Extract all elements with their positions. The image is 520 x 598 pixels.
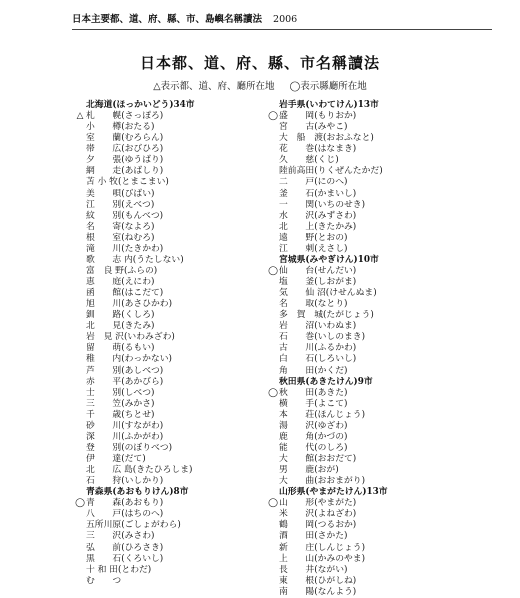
city-entry bbox=[263, 288, 459, 299]
city-entry bbox=[70, 565, 266, 576]
city-entry bbox=[263, 277, 459, 288]
city-entry bbox=[263, 321, 459, 332]
city-name: 名 取(なとり) bbox=[279, 299, 348, 310]
city-entry bbox=[263, 509, 459, 520]
city-name: 釜 石(かまいし) bbox=[279, 188, 357, 199]
city-name: 伊 達(だて) bbox=[86, 454, 146, 464]
city-name: 稚 内(わっかない) bbox=[86, 354, 172, 365]
city-name: 花 巻(はなまき) bbox=[279, 144, 357, 155]
city-entry bbox=[263, 531, 459, 542]
city-name: 五所川原(ごしょがわら) bbox=[86, 520, 181, 531]
city-name: 角 田(かくだ) bbox=[279, 365, 348, 376]
city-entry bbox=[70, 432, 266, 443]
document-title: 日本都、道、府、縣、市名稱讀法 bbox=[139, 54, 380, 72]
capital-city-mark: ◯ bbox=[268, 387, 278, 398]
city-entry bbox=[70, 255, 266, 266]
prefecture-heading-text: 秋田県(あきたけん)9市 bbox=[279, 376, 373, 387]
city-name: 横 手(よこて) bbox=[279, 398, 348, 409]
city-name: 北 見(きたみ) bbox=[86, 321, 155, 332]
city-name: 本 荘(ほんじょう) bbox=[279, 409, 366, 420]
city-name: 名 寄(なよろ) bbox=[86, 221, 155, 232]
city-name: 遠 野(とおの) bbox=[279, 232, 348, 243]
city-name: 赤 平(あかびら) bbox=[86, 376, 164, 387]
city-entry bbox=[70, 399, 266, 410]
city-name: 苫 小 牧(とまこまい) bbox=[86, 177, 169, 188]
city-entry bbox=[70, 222, 266, 233]
city-name: 滝 川(たきかわ) bbox=[86, 243, 164, 254]
city-name: 長 井(ながい) bbox=[279, 564, 348, 575]
city-name: 札 幌(さっぽろ) bbox=[86, 111, 164, 122]
city-entry bbox=[263, 476, 459, 487]
city-entry bbox=[263, 399, 459, 410]
city-name: 根 室(ねむろ) bbox=[86, 232, 155, 243]
city-name: 紋 別(もんべつ) bbox=[86, 210, 164, 221]
capital-city-mark: ◯ bbox=[268, 498, 278, 509]
capital-pref-mark: △ bbox=[76, 111, 84, 122]
city-name: 大 館(おおだて) bbox=[279, 454, 357, 464]
city-entry bbox=[263, 343, 459, 354]
prefecture-heading-text: 山形県(やまがたけん)13市 bbox=[279, 487, 388, 498]
city-entry bbox=[263, 388, 459, 399]
city-entry bbox=[70, 233, 266, 244]
city-name: 男 鹿(おが) bbox=[279, 465, 339, 476]
city-entry bbox=[263, 565, 459, 576]
city-name: 多 賀 城(たがじょう) bbox=[279, 310, 374, 321]
city-name: 秋 田(あきた) bbox=[279, 387, 348, 398]
city-name: 砂 川(すながわ) bbox=[86, 420, 164, 431]
city-entry bbox=[263, 554, 459, 565]
city-entry bbox=[70, 166, 266, 177]
city-name: 釧 路(くしろ) bbox=[86, 310, 155, 321]
city-name: 塩 釜(しおがま) bbox=[279, 277, 357, 287]
running-header-title: 日本主要都、道、府、縣、市、島嶼名稱讀法 bbox=[72, 14, 263, 25]
prefecture-heading-text: 青森県(あおもりけん)8市 bbox=[86, 487, 189, 498]
city-name: 大 船 渡(おおふなと) bbox=[279, 133, 374, 144]
capital-city-mark: ◯ bbox=[268, 265, 278, 276]
city-entry bbox=[263, 177, 459, 188]
city-name: 夕 張(ゆうばり) bbox=[86, 155, 164, 166]
city-entry bbox=[70, 244, 266, 255]
left-column bbox=[70, 100, 266, 587]
city-name: 富 良 野(ふらの) bbox=[86, 265, 158, 276]
prefecture-heading bbox=[263, 487, 459, 498]
capital-city-mark: ◯ bbox=[75, 498, 85, 509]
city-name: 留 萌(るもい) bbox=[86, 343, 155, 354]
prefecture-heading bbox=[70, 100, 266, 111]
city-name: 士 別(しべつ) bbox=[86, 387, 155, 398]
city-entry bbox=[70, 332, 266, 343]
city-entry bbox=[263, 166, 459, 177]
city-name: 東 根(ひがしね) bbox=[279, 575, 357, 586]
city-entry bbox=[263, 432, 459, 443]
city-name: 青 森(あおもり) bbox=[86, 498, 164, 509]
city-name: 鹿 角(かづの) bbox=[279, 431, 348, 442]
city-entry bbox=[263, 454, 459, 465]
city-name: 水 沢(みずさわ) bbox=[279, 210, 357, 221]
city-name: 黒 石(くろいし) bbox=[86, 553, 164, 564]
city-name: 石 狩(いしかり) bbox=[86, 476, 164, 487]
city-name: 久 慈(くじ) bbox=[279, 155, 339, 166]
city-entry bbox=[263, 111, 459, 122]
city-name: 十 和 田(とわだ) bbox=[86, 564, 152, 575]
city-name: む つ bbox=[86, 575, 122, 586]
city-name: 北 上(きたかみ) bbox=[279, 221, 357, 232]
city-entry bbox=[263, 211, 459, 222]
city-name: 岩 沼(いわぬま) bbox=[279, 321, 357, 332]
city-name: 一 関(いちのせき) bbox=[279, 199, 366, 210]
city-entry bbox=[70, 377, 266, 388]
city-name: 三 笠(みかさ) bbox=[86, 398, 155, 409]
city-entry bbox=[263, 366, 459, 377]
right-column bbox=[263, 100, 459, 598]
city-entry bbox=[70, 277, 266, 288]
city-name: 八 戸(はちのへ) bbox=[86, 509, 164, 520]
city-entry bbox=[70, 554, 266, 565]
city-name: 歌 志 内(うたしない) bbox=[86, 254, 184, 265]
city-entry bbox=[263, 299, 459, 310]
city-entry bbox=[70, 509, 266, 520]
city-entry bbox=[70, 465, 266, 476]
city-entry bbox=[70, 177, 266, 188]
city-name: 三 沢(みさわ) bbox=[86, 531, 155, 542]
city-name: 芦 別(あしべつ) bbox=[86, 365, 164, 376]
city-entry bbox=[70, 122, 266, 133]
city-name: 江 別(えべつ) bbox=[86, 199, 155, 210]
city-entry bbox=[263, 200, 459, 211]
city-name: 白 石(しろいし) bbox=[279, 354, 357, 365]
city-entry bbox=[263, 576, 459, 587]
city-entry bbox=[70, 200, 266, 211]
city-entry bbox=[70, 366, 266, 377]
city-entry bbox=[263, 122, 459, 133]
city-name: 網 走(あばしり) bbox=[86, 166, 164, 177]
prefecture-heading bbox=[263, 377, 459, 388]
city-entry bbox=[263, 520, 459, 531]
city-entry bbox=[70, 498, 266, 509]
prefecture-heading bbox=[70, 487, 266, 498]
city-entry bbox=[263, 465, 459, 476]
city-entry bbox=[263, 354, 459, 365]
city-entry bbox=[70, 288, 266, 299]
city-name: 弘 前(ひろさき) bbox=[86, 542, 164, 553]
city-entry bbox=[70, 321, 266, 332]
city-name: 江 刺(えさし) bbox=[279, 243, 348, 254]
legend bbox=[0, 78, 520, 92]
city-name: 仙 台(せんだい) bbox=[279, 265, 357, 276]
city-entry bbox=[70, 421, 266, 432]
city-entry bbox=[70, 155, 266, 166]
city-entry bbox=[70, 343, 266, 354]
city-entry bbox=[70, 543, 266, 554]
city-name: 上 山(かみのやま) bbox=[279, 553, 366, 564]
city-name: 能 代(のしろ) bbox=[279, 442, 348, 453]
city-entry bbox=[263, 244, 459, 255]
city-name: 室 蘭(むろらん) bbox=[86, 133, 164, 144]
city-entry bbox=[70, 476, 266, 487]
city-entry bbox=[263, 421, 459, 432]
city-name: 湯 沢(ゆざわ) bbox=[279, 420, 348, 431]
city-name: 二 戸(にのへ) bbox=[279, 177, 348, 188]
city-entry bbox=[263, 222, 459, 233]
city-name: 新 庄(しんじょう) bbox=[279, 542, 366, 553]
capital-city-mark: ◯ bbox=[268, 111, 278, 122]
city-entry bbox=[263, 155, 459, 166]
prefecture-heading bbox=[263, 255, 459, 266]
city-entry bbox=[263, 410, 459, 421]
city-entry bbox=[263, 332, 459, 343]
prefecture-heading-text: 岩手県(いわてけん)13市 bbox=[279, 100, 379, 110]
city-name: 旭 川(あさひかわ) bbox=[86, 299, 173, 310]
city-name: 石 巻(いしのまき) bbox=[279, 332, 366, 343]
city-entry bbox=[263, 266, 459, 277]
city-name: 宮 古(みやこ) bbox=[279, 122, 348, 133]
city-name: 古 川(ふるかわ) bbox=[279, 343, 357, 354]
city-name: 深 川(ふかがわ) bbox=[86, 431, 164, 442]
city-name: 帯 広(おびひろ) bbox=[86, 144, 164, 155]
city-entry bbox=[263, 443, 459, 454]
city-name: 鶴 岡(つるおか) bbox=[279, 520, 357, 531]
city-name: 米 沢(よねざわ) bbox=[279, 509, 357, 520]
city-entry bbox=[263, 133, 459, 144]
city-name: 南 陽(なんよう) bbox=[279, 586, 357, 597]
city-entry bbox=[263, 144, 459, 155]
running-header bbox=[72, 13, 492, 30]
city-name: 大 曲(おおまがり) bbox=[279, 476, 366, 487]
city-entry bbox=[70, 410, 266, 421]
city-entry bbox=[70, 266, 266, 277]
city-entry bbox=[70, 454, 266, 465]
city-entry bbox=[70, 443, 266, 454]
city-entry bbox=[70, 388, 266, 399]
prefecture-heading-text: 北海道(ほっかいどう)34市 bbox=[86, 100, 195, 110]
city-name: 小 樽(おたる) bbox=[86, 122, 155, 133]
city-name: 岩 見 沢(いわみざわ) bbox=[86, 332, 175, 343]
running-header-year: 2006 bbox=[273, 14, 298, 25]
legend-capital-pref: △表示都、道、府、廳所在地 bbox=[153, 81, 275, 92]
city-entry bbox=[70, 189, 266, 200]
city-entry bbox=[263, 189, 459, 200]
city-name: 盛 岡(もりおか) bbox=[279, 111, 357, 122]
city-entry bbox=[263, 233, 459, 244]
city-entry bbox=[70, 576, 266, 587]
city-entry bbox=[70, 144, 266, 155]
city-entry bbox=[70, 531, 266, 542]
city-name: 酒 田(さかた) bbox=[279, 531, 348, 542]
city-name: 山 形(やまがた) bbox=[279, 498, 357, 509]
city-name: 北 広 島(きたひろしま) bbox=[86, 465, 193, 476]
city-name: 函 館(はこだて) bbox=[86, 288, 164, 299]
city-name: 登 別(のぼりべつ) bbox=[86, 442, 173, 453]
city-name: 恵 庭(えにわ) bbox=[86, 277, 155, 287]
city-entry bbox=[70, 520, 266, 531]
city-entry bbox=[70, 354, 266, 365]
city-entry bbox=[263, 498, 459, 509]
city-entry bbox=[70, 211, 266, 222]
city-entry bbox=[263, 310, 459, 321]
prefecture-heading bbox=[263, 100, 459, 111]
city-entry bbox=[70, 111, 266, 122]
city-name: 千 歳(ちとせ) bbox=[86, 409, 155, 420]
city-name: 美 唄(びばい) bbox=[86, 188, 155, 199]
city-entry bbox=[263, 587, 459, 598]
city-entry bbox=[70, 133, 266, 144]
prefecture-heading-text: 宮城県(みやぎけん)10市 bbox=[279, 254, 379, 265]
city-name: 気 仙 沼(けせんぬま) bbox=[279, 288, 377, 299]
city-entry bbox=[70, 310, 266, 321]
city-entry bbox=[263, 543, 459, 554]
city-name: 陸前高田(りくぜんたかだ) bbox=[279, 166, 383, 177]
legend-capital-city: ◯表示縣廳所在地 bbox=[289, 81, 367, 92]
city-entry bbox=[70, 299, 266, 310]
